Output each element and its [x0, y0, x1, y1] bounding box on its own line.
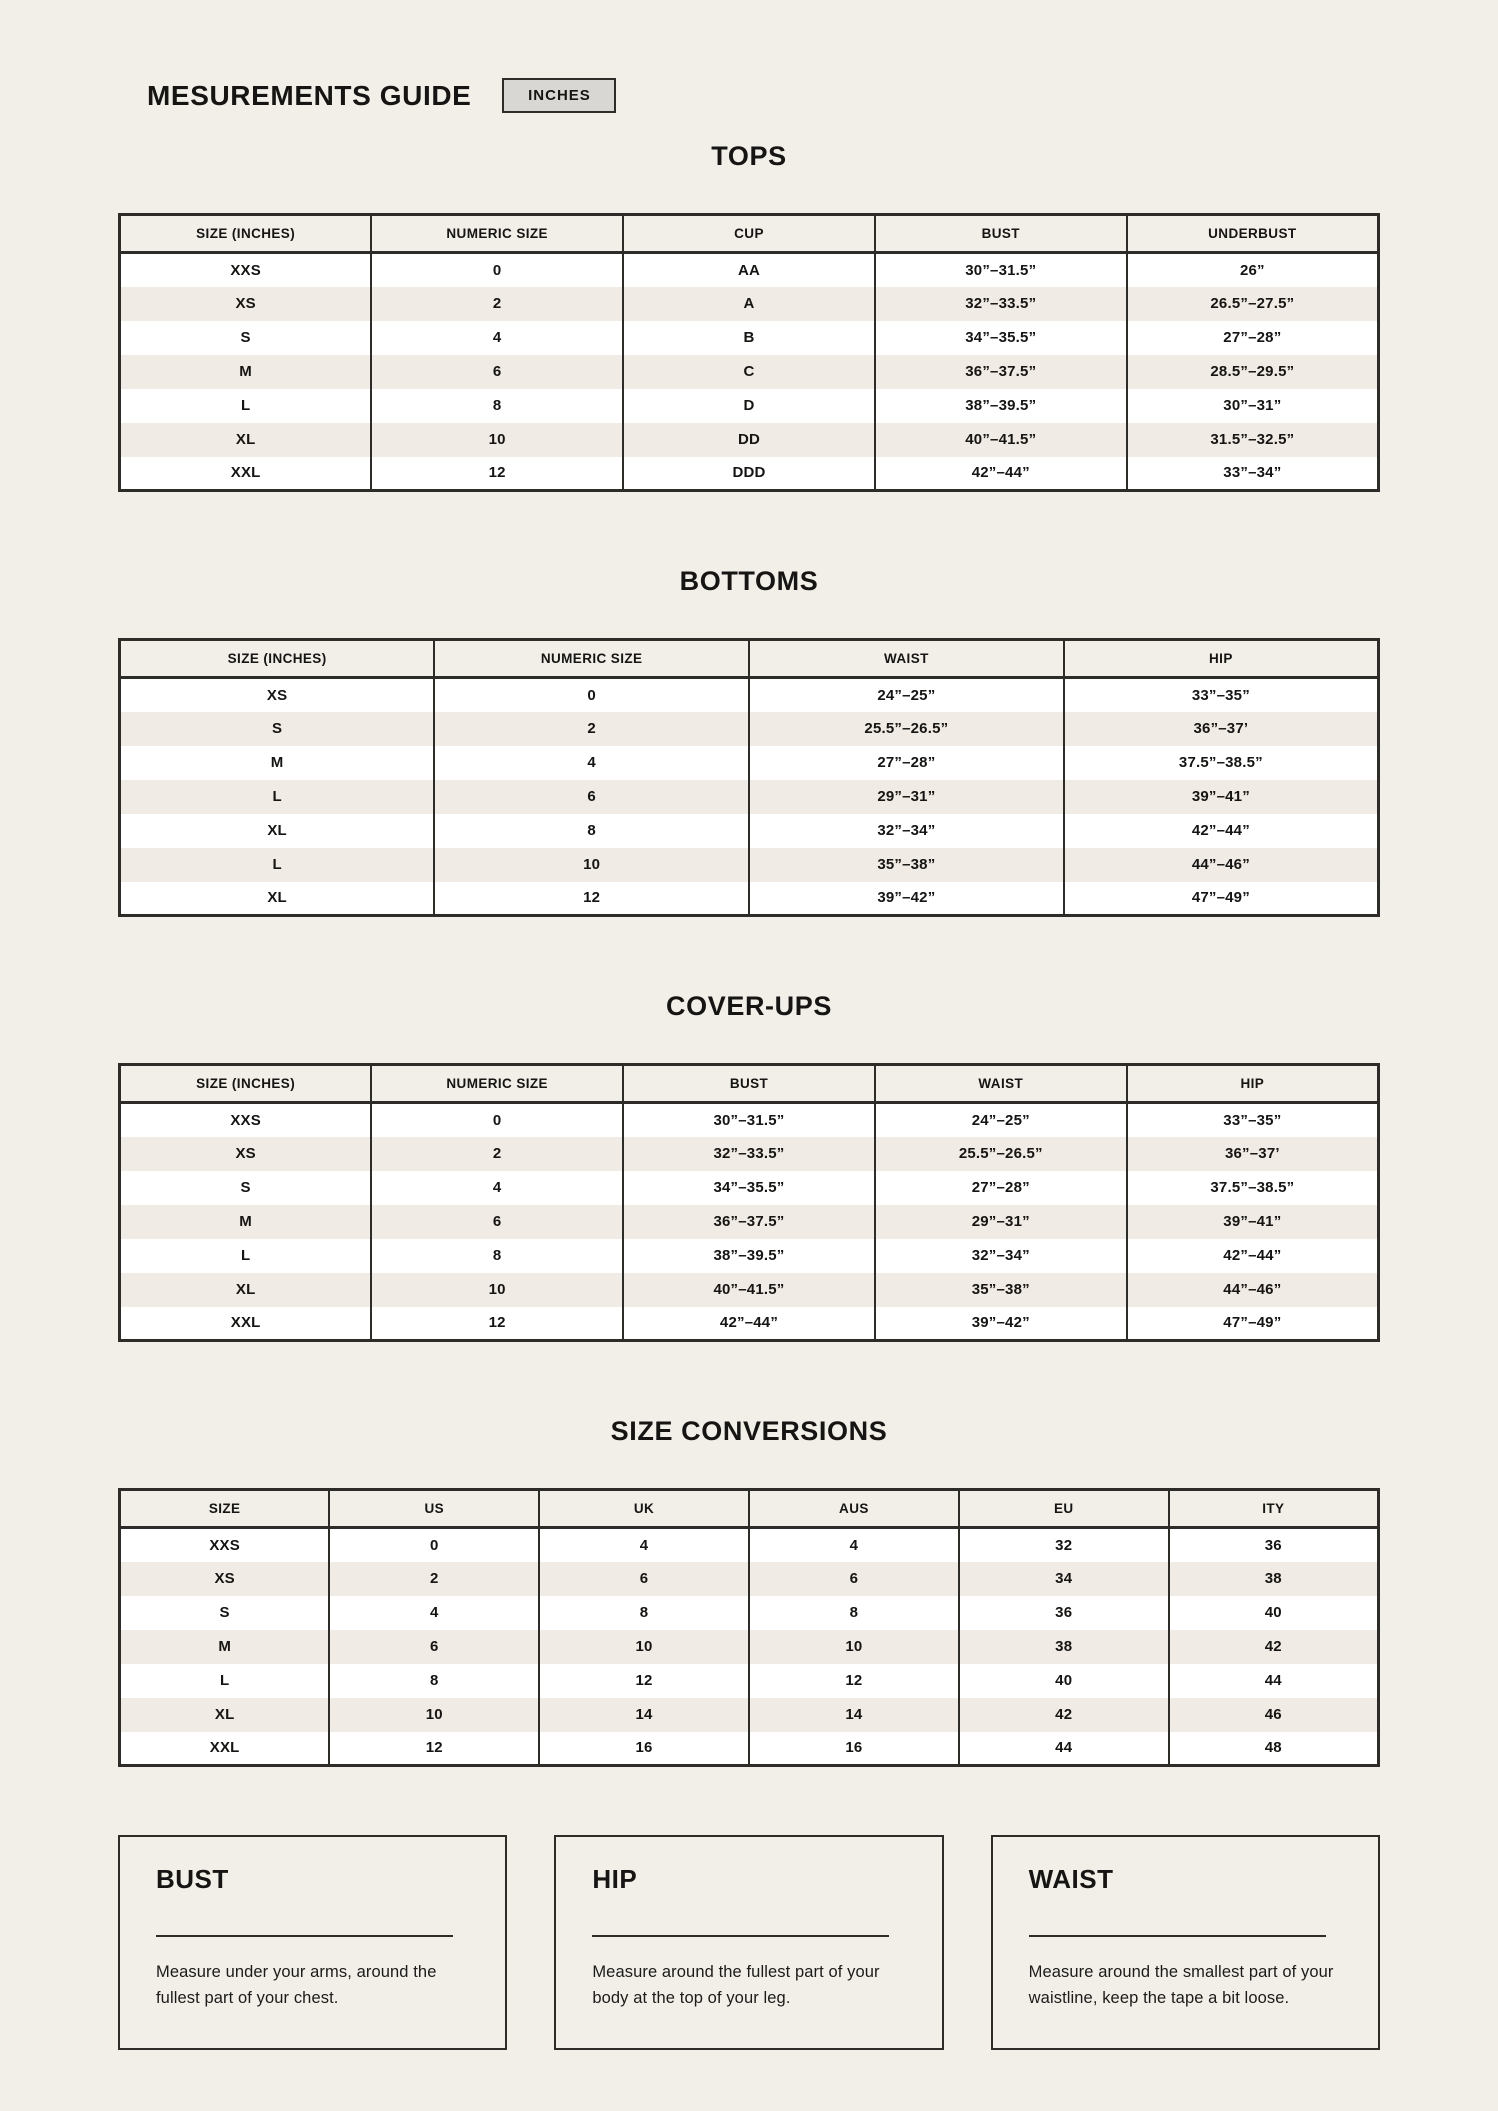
table-header-row [120, 1490, 1379, 1528]
table-cell: M [270, 754, 284, 771]
section-heading-bottoms: BOTTOMS [679, 566, 819, 596]
table-cell: 27”–28” [875, 1171, 1127, 1205]
table-cell: XXL [209, 1739, 240, 1757]
table-cell: 36”–37.5” [875, 355, 1127, 389]
table-cell: 6 [371, 355, 623, 389]
measurement-info-boxes [118, 1835, 1380, 2050]
column-header: BUST [875, 215, 1127, 253]
table-cell: 6 [371, 1205, 623, 1239]
table-cell: 44 [959, 1732, 1169, 1766]
table-cell: 42 [1169, 1630, 1379, 1664]
table-row [120, 1239, 1379, 1273]
table-cell: 32”–34” [749, 814, 1064, 848]
column-header: NUMERIC SIZE [371, 1065, 623, 1103]
section-bottoms [118, 564, 1380, 917]
table-row [120, 848, 1379, 882]
table-cell: 38”–39.5” [623, 1239, 875, 1273]
table-cell: 40”–41.5” [623, 1273, 875, 1307]
table-cell: 38”–39.5” [875, 389, 1127, 423]
content [118, 139, 1380, 1767]
table-cell: 4 [539, 1528, 749, 1562]
table-cell: 27”–28” [1127, 321, 1379, 355]
table-cell: 24”–25” [749, 678, 1064, 712]
table-row [120, 457, 1379, 491]
table-cell: 16 [539, 1732, 749, 1766]
column-header: UK [539, 1490, 749, 1528]
column-header: UNDERBUST [1127, 215, 1379, 253]
table-row [120, 1562, 1379, 1596]
table-cell: 8 [371, 389, 623, 423]
table-row [120, 287, 1379, 321]
cover-ups-table [118, 1063, 1380, 1342]
table-cell: DDD [623, 457, 875, 491]
page-header [0, 0, 1498, 113]
table-row [120, 1596, 1379, 1630]
table-row [120, 253, 1379, 287]
table-cell: 4 [371, 1171, 623, 1205]
table-cell: L [219, 1672, 230, 1689]
column-header: SIZE (INCHES) [120, 215, 372, 253]
waist-info-description: Measure around the smallest part of your waistline, keep the tape a bit loose. [1028, 1963, 1334, 2008]
table-cell: 14 [749, 1698, 959, 1732]
section-heading-tops: TOPS [711, 141, 787, 171]
table-cell: 35”–38” [875, 1273, 1127, 1307]
hip-info-description: Measure around the fullest part of your body at the top of your leg. [592, 1963, 880, 2008]
table-cell: XXS [230, 1111, 261, 1129]
table-cell: XXS [230, 261, 261, 279]
table-row [120, 1103, 1379, 1137]
table-cell: 29”–31” [749, 780, 1064, 814]
table-cell: 44”–46” [1127, 1273, 1379, 1307]
table-cell: 32”–33.5” [875, 287, 1127, 321]
table-cell: XL [214, 1706, 235, 1723]
table-cell: M [218, 1638, 232, 1655]
table-header-row [120, 640, 1379, 678]
table-cell: S [240, 1179, 251, 1196]
table-cell: 10 [371, 1273, 623, 1307]
table-cell: 26.5”–27.5” [1127, 287, 1379, 321]
table-cell: 39”–41” [1064, 780, 1379, 814]
table-cell: 14 [539, 1698, 749, 1732]
table-cell: 4 [371, 321, 623, 355]
table-row [120, 1307, 1379, 1341]
table-cell: XL [267, 889, 287, 907]
inches-unit-button[interactable]: INCHES [502, 78, 616, 113]
tops-table [118, 213, 1380, 492]
table-cell: 42”–44” [1127, 1239, 1379, 1273]
table-cell: 40 [959, 1664, 1169, 1698]
table-cell: 12 [539, 1664, 749, 1698]
table-cell: 46 [1169, 1698, 1379, 1732]
table-row [120, 1528, 1379, 1562]
table-cell: 10 [749, 1630, 959, 1664]
table-row [120, 355, 1379, 389]
waist-info-title: WAIST [1028, 1864, 1114, 1894]
table-cell: S [272, 720, 283, 737]
column-header: WAIST [875, 1065, 1127, 1103]
table-row [120, 1273, 1379, 1307]
table-cell: 48 [1169, 1732, 1379, 1766]
table-row [120, 746, 1379, 780]
table-cell: AA [623, 253, 875, 287]
column-header: SIZE (INCHES) [120, 1065, 372, 1103]
table-header-row [120, 1065, 1379, 1103]
section-size-conversions [118, 1414, 1380, 1767]
table-row [120, 678, 1379, 712]
table-cell: 36”–37’ [1064, 712, 1379, 746]
table-cell: M [239, 1213, 252, 1230]
table-cell: XL [267, 822, 287, 839]
table-cell: 25.5”–26.5” [875, 1137, 1127, 1171]
table-cell: 36”–37.5” [623, 1205, 875, 1239]
table-row [120, 423, 1379, 457]
table-cell: 2 [434, 712, 749, 746]
table-cell: 24”–25” [875, 1103, 1127, 1137]
table-cell: 34”–35.5” [875, 321, 1127, 355]
table-cell: 12 [434, 882, 749, 916]
table-cell: C [623, 355, 875, 389]
bust-info-description: Measure under your arms, around the fullest part of your chest. [156, 1963, 437, 2008]
table-cell: 44”–46” [1064, 848, 1379, 882]
table-cell: 32 [959, 1528, 1169, 1562]
table-cell: 4 [434, 746, 749, 780]
table-cell: 39”–42” [749, 882, 1064, 916]
table-cell: 2 [329, 1562, 539, 1596]
table-cell: 10 [329, 1698, 539, 1732]
table-cell: 35”–38” [749, 848, 1064, 882]
table-cell: 12 [329, 1732, 539, 1766]
table-row [120, 1732, 1379, 1766]
table-cell: XXL [230, 464, 261, 482]
divider [1029, 1935, 1326, 1937]
table-row [120, 1664, 1379, 1698]
table-cell: XL [235, 431, 256, 448]
table-cell: 12 [371, 1307, 623, 1341]
table-row [120, 882, 1379, 916]
table-cell: 6 [749, 1562, 959, 1596]
table-cell: XS [266, 686, 288, 704]
page-title: MESUREMENTS GUIDE [147, 80, 472, 111]
table-cell: 10 [434, 848, 749, 882]
table-row [120, 1137, 1379, 1171]
table-cell: 31.5”–32.5” [1127, 423, 1379, 457]
table-cell: XL [235, 1281, 256, 1298]
column-header: SIZE [120, 1490, 330, 1528]
table-cell: 4 [749, 1528, 959, 1562]
table-cell: 42”–44” [623, 1307, 875, 1341]
table-cell: 4 [329, 1596, 539, 1630]
table-cell: A [623, 287, 875, 321]
table-row [120, 1698, 1379, 1732]
table-cell: D [623, 389, 875, 423]
table-cell: 0 [371, 253, 623, 287]
bottoms-table [118, 638, 1380, 917]
section-heading-size-conversions: SIZE CONVERSIONS [610, 1416, 888, 1446]
table-cell: XXL [230, 1314, 261, 1332]
table-cell: 8 [329, 1664, 539, 1698]
table-row [120, 389, 1379, 423]
table-cell: 34 [959, 1562, 1169, 1596]
table-cell: 0 [329, 1528, 539, 1562]
table-cell: 42”–44” [875, 457, 1127, 491]
table-cell: 2 [371, 1137, 623, 1171]
table-cell: 0 [434, 678, 749, 712]
table-cell: 25.5”–26.5” [749, 712, 1064, 746]
table-cell: DD [623, 423, 875, 457]
table-cell: 12 [371, 457, 623, 491]
table-cell: 10 [539, 1630, 749, 1664]
table-cell: XS [214, 1570, 235, 1587]
table-cell: S [240, 329, 251, 346]
table-cell: L [272, 788, 282, 805]
table-cell: 37.5”–38.5” [1127, 1171, 1379, 1205]
table-cell: 38 [1169, 1562, 1379, 1596]
table-cell: 10 [371, 423, 623, 457]
table-cell: 42 [959, 1698, 1169, 1732]
table-cell: 6 [329, 1630, 539, 1664]
table-cell: 30”–31.5” [623, 1103, 875, 1137]
table-cell: 8 [539, 1596, 749, 1630]
table-cell: 26” [1127, 253, 1379, 287]
hip-info-box [554, 1835, 943, 2050]
table-cell: 38 [959, 1630, 1169, 1664]
waist-info-box [991, 1835, 1380, 2050]
table-cell: 36”–37’ [1127, 1137, 1379, 1171]
table-cell: 27”–28” [749, 746, 1064, 780]
table-cell: 47”–49” [1127, 1307, 1379, 1341]
table-cell: 2 [371, 287, 623, 321]
table-cell: 40”–41.5” [875, 423, 1127, 457]
table-cell: L [272, 856, 282, 873]
table-cell: 32”–33.5” [623, 1137, 875, 1171]
table-cell: 16 [749, 1732, 959, 1766]
table-cell: 30”–31.5” [875, 253, 1127, 287]
hip-info-title: HIP [592, 1864, 638, 1894]
table-cell: XXS [209, 1536, 240, 1554]
column-header: NUMERIC SIZE [434, 640, 749, 678]
table-row [120, 1630, 1379, 1664]
table-cell: L [240, 397, 251, 414]
column-header: WAIST [749, 640, 1064, 678]
table-cell: M [239, 363, 252, 380]
column-header: HIP [1064, 640, 1379, 678]
divider [156, 1935, 453, 1937]
table-cell: 8 [434, 814, 749, 848]
table-header-row [120, 215, 1379, 253]
table-cell: 30”–31” [1127, 389, 1379, 423]
table-row [120, 1171, 1379, 1205]
column-header: HIP [1127, 1065, 1379, 1103]
table-cell: 33”–35” [1064, 678, 1379, 712]
column-header: US [329, 1490, 539, 1528]
bust-info-title: BUST [156, 1864, 229, 1894]
table-cell: 44 [1169, 1664, 1379, 1698]
table-cell: 32”–34” [875, 1239, 1127, 1273]
table-cell: 12 [749, 1664, 959, 1698]
table-cell: 8 [749, 1596, 959, 1630]
column-header: NUMERIC SIZE [371, 215, 623, 253]
table-cell: 37.5”–38.5” [1064, 746, 1379, 780]
section-tops [118, 139, 1380, 492]
table-cell: 6 [539, 1562, 749, 1596]
column-header: AUS [749, 1490, 959, 1528]
table-cell: 36 [959, 1596, 1169, 1630]
table-row [120, 321, 1379, 355]
column-header: CUP [623, 215, 875, 253]
table-cell: 39”–42” [875, 1307, 1127, 1341]
table-cell: S [219, 1604, 230, 1621]
table-cell: 39”–41” [1127, 1205, 1379, 1239]
table-row [120, 780, 1379, 814]
table-cell: 40 [1169, 1596, 1379, 1630]
divider [592, 1935, 889, 1937]
table-row [120, 814, 1379, 848]
table-row [120, 712, 1379, 746]
section-cover-ups [118, 989, 1380, 1342]
table-cell: 33”–35” [1127, 1103, 1379, 1137]
column-header: BUST [623, 1065, 875, 1103]
table-cell: 33”–34” [1127, 457, 1379, 491]
column-header: ITY [1169, 1490, 1379, 1528]
size-conversions-table [118, 1488, 1380, 1767]
table-cell: 0 [371, 1103, 623, 1137]
table-row [120, 1205, 1379, 1239]
table-cell: B [623, 321, 875, 355]
table-cell: 42”–44” [1064, 814, 1379, 848]
table-cell: 34”–35.5” [623, 1171, 875, 1205]
table-cell: 28.5”–29.5” [1127, 355, 1379, 389]
section-heading-cover-ups: COVER-UPS [666, 991, 832, 1021]
column-header: EU [959, 1490, 1169, 1528]
table-cell: 36 [1169, 1528, 1379, 1562]
table-cell: 47”–49” [1064, 882, 1379, 916]
table-cell: 8 [371, 1239, 623, 1273]
bust-info-box [118, 1835, 507, 2050]
table-cell: L [240, 1247, 251, 1264]
table-cell: 29”–31” [875, 1205, 1127, 1239]
table-cell: XS [235, 1145, 256, 1162]
column-header: SIZE (INCHES) [120, 640, 435, 678]
table-cell: 6 [434, 780, 749, 814]
table-cell: XS [235, 295, 256, 312]
